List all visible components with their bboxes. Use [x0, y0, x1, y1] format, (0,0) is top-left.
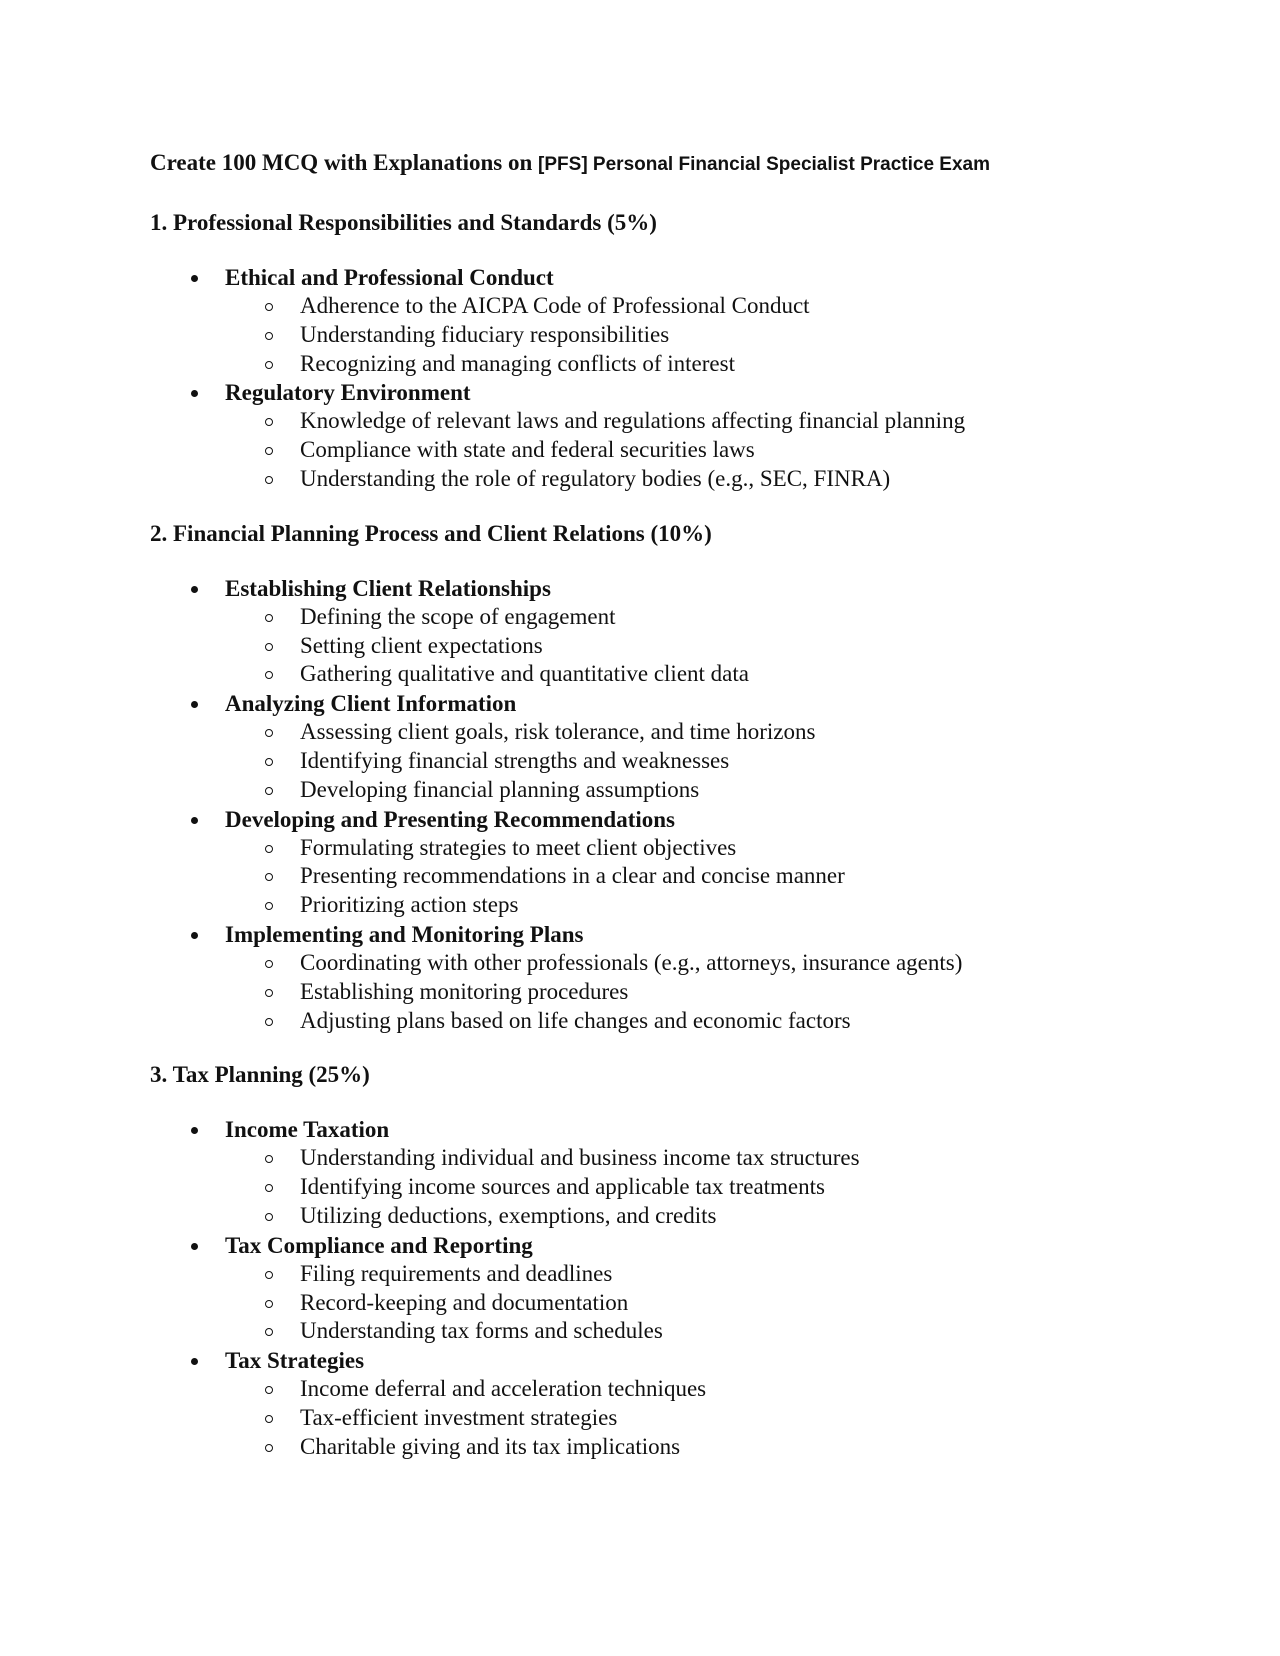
topic-item — [150, 1231, 1230, 1346]
subtopic-list — [225, 407, 1230, 493]
topic-label: Analyzing Client Information — [225, 691, 517, 717]
document-page — [150, 145, 1230, 1462]
subtopic-item — [225, 747, 1230, 776]
hollow-bullet-icon — [265, 361, 273, 369]
topic-list — [150, 574, 1230, 1036]
subtopic-item — [225, 1260, 1230, 1289]
subtopic-item — [225, 1317, 1230, 1346]
topic-label: Regulatory Environment — [225, 380, 471, 406]
subtopic-text: Gathering qualitative and quantitative client data — [300, 661, 749, 687]
topic-label: Developing and Presenting Recommendations — [225, 806, 675, 832]
subtopic-item — [225, 949, 1230, 978]
filled-bullet-icon — [191, 1127, 198, 1134]
hollow-bullet-icon — [265, 476, 273, 484]
subtopic-item — [225, 1375, 1230, 1404]
subtopic-item — [225, 321, 1230, 350]
hollow-bullet-icon — [265, 1213, 273, 1221]
hollow-bullet-icon — [265, 643, 273, 651]
subtopic-item — [225, 660, 1230, 689]
hollow-bullet-icon — [265, 1300, 273, 1308]
filled-bullet-icon — [191, 586, 198, 593]
hollow-bullet-icon — [265, 671, 273, 679]
subtopic-text: Utilizing deductions, exemptions, and credits — [300, 1202, 717, 1228]
hollow-bullet-icon — [265, 1184, 273, 1192]
hollow-bullet-icon — [265, 1018, 273, 1026]
topic-item — [150, 689, 1230, 804]
subtopic-text: Identifying income sources and applicable tax treatments — [300, 1174, 825, 1200]
hollow-bullet-icon — [265, 960, 273, 968]
filled-bullet-icon — [191, 1243, 198, 1250]
hollow-bullet-icon — [265, 1271, 273, 1279]
subtopic-item — [225, 1289, 1230, 1318]
topic-label: Tax Strategies — [225, 1348, 365, 1374]
document-title-serif: Create 100 MCQ with Explanations on — [150, 150, 539, 175]
subtopic-item — [225, 292, 1230, 321]
subtopic-list — [225, 834, 1230, 920]
subtopic-item — [225, 436, 1230, 465]
hollow-bullet-icon — [265, 873, 273, 881]
topic-label: Income Taxation — [225, 1117, 390, 1143]
topic-item — [150, 920, 1230, 1035]
topic-label: Implementing and Monitoring Plans — [225, 921, 584, 947]
section-3 — [150, 1057, 1230, 1461]
topic-label: Tax Compliance and Reporting — [225, 1232, 533, 1258]
hollow-bullet-icon — [265, 902, 273, 910]
subtopic-text: Identifying financial strengths and weaknesses — [300, 747, 730, 773]
subtopic-list — [225, 718, 1230, 804]
document-title — [150, 145, 1230, 183]
subtopic-item — [225, 632, 1230, 661]
subtopic-item — [225, 465, 1230, 494]
topic-label: Ethical and Professional Conduct — [225, 265, 554, 290]
subtopic-item — [225, 1202, 1230, 1231]
subtopic-item — [225, 407, 1230, 436]
hollow-bullet-icon — [265, 1328, 273, 1336]
subtopic-text: Defining the scope of engagement — [300, 603, 616, 629]
topic-item — [150, 1115, 1230, 1230]
subtopic-item — [225, 1404, 1230, 1433]
hollow-bullet-icon — [265, 1386, 273, 1394]
subtopic-text: Understanding fiduciary responsibilities — [300, 321, 670, 347]
topic-list — [150, 1115, 1230, 1461]
subtopic-text: Knowledge of relevant laws and regulations affecting financial planning — [300, 408, 966, 434]
subtopic-item — [225, 891, 1230, 920]
subtopic-item — [225, 1173, 1230, 1202]
subtopic-text: Compliance with state and federal securities laws — [300, 437, 755, 463]
topic-item — [150, 263, 1230, 378]
hollow-bullet-icon — [265, 447, 273, 455]
hollow-bullet-icon — [265, 332, 273, 340]
hollow-bullet-icon — [265, 1415, 273, 1423]
subtopic-list — [225, 292, 1230, 378]
topic-item — [150, 378, 1230, 493]
filled-bullet-icon — [191, 817, 198, 824]
topic-item — [150, 1346, 1230, 1461]
subtopic-text: Record-keeping and documentation — [300, 1289, 629, 1315]
sections-container — [150, 205, 1230, 1462]
subtopic-text: Tax-efficient investment strategies — [300, 1404, 618, 1430]
subtopic-item — [225, 776, 1230, 805]
topic-list — [150, 263, 1230, 494]
subtopic-text: Assessing client goals, risk tolerance, and time horizons — [300, 719, 816, 745]
document-title-exam-name: [PFS] Personal Financial Specialist Practice Exam — [538, 154, 991, 175]
filled-bullet-icon — [191, 701, 198, 708]
subtopic-list — [225, 949, 1230, 1035]
subtopic-text: Establishing monitoring procedures — [300, 978, 629, 1004]
subtopic-text: Coordinating with other professionals (e.g., attorneys, insurance agents) — [300, 949, 963, 975]
subtopic-text: Adjusting plans based on life changes and economic factors — [300, 1007, 851, 1033]
subtopic-item — [225, 1433, 1230, 1462]
hollow-bullet-icon — [265, 1444, 273, 1452]
subtopic-text: Understanding the role of regulatory bodies (e.g., SEC, FINRA) — [300, 465, 891, 491]
subtopic-item — [225, 718, 1230, 747]
filled-bullet-icon — [191, 275, 198, 282]
topic-item — [150, 805, 1230, 920]
topic-item — [150, 574, 1230, 689]
subtopic-text: Developing financial planning assumptions — [300, 776, 700, 802]
subtopic-list — [225, 1144, 1230, 1230]
hollow-bullet-icon — [265, 614, 273, 622]
filled-bullet-icon — [191, 390, 198, 397]
subtopic-text: Recognizing and managing conflicts of interest — [300, 350, 735, 376]
hollow-bullet-icon — [265, 729, 273, 737]
hollow-bullet-icon — [265, 758, 273, 766]
topic-label: Establishing Client Relationships — [225, 575, 551, 601]
subtopic-text: Prioritizing action steps — [300, 892, 519, 918]
hollow-bullet-icon — [265, 1155, 273, 1163]
hollow-bullet-icon — [265, 418, 273, 426]
subtopic-text: Setting client expectations — [300, 632, 543, 658]
section-heading: 2. Financial Planning Process and Client Relations (10%) — [150, 520, 712, 546]
subtopic-item — [225, 978, 1230, 1007]
subtopic-text: Adherence to the AICPA Code of Professional Conduct — [300, 293, 810, 318]
subtopic-text: Understanding individual and business income tax structures — [300, 1145, 860, 1171]
hollow-bullet-icon — [265, 989, 273, 997]
hollow-bullet-icon — [265, 845, 273, 853]
hollow-bullet-icon — [265, 787, 273, 795]
subtopic-item — [225, 350, 1230, 379]
section-2 — [150, 516, 1230, 1036]
subtopic-text: Charitable giving and its tax implications — [300, 1433, 681, 1459]
subtopic-text: Understanding tax forms and schedules — [300, 1318, 663, 1344]
subtopic-list — [225, 1260, 1230, 1346]
section-heading: 3. Tax Planning (25%) — [150, 1062, 370, 1088]
subtopic-item — [225, 834, 1230, 863]
subtopic-text: Formulating strategies to meet client objectives — [300, 834, 737, 860]
section-heading: 1. Professional Responsibilities and Standards (5%) — [150, 210, 657, 235]
subtopic-list — [225, 603, 1230, 689]
subtopic-item — [225, 603, 1230, 632]
subtopic-item — [225, 1007, 1230, 1036]
hollow-bullet-icon — [265, 303, 273, 311]
subtopic-item — [225, 862, 1230, 891]
subtopic-text: Filing requirements and deadlines — [300, 1260, 613, 1286]
subtopic-text: Presenting recommendations in a clear and concise manner — [300, 863, 845, 889]
subtopic-list — [225, 1375, 1230, 1461]
filled-bullet-icon — [191, 932, 198, 939]
subtopic-text: Income deferral and acceleration techniques — [300, 1376, 707, 1402]
subtopic-item — [225, 1144, 1230, 1173]
filled-bullet-icon — [191, 1358, 198, 1365]
section-1 — [150, 205, 1230, 494]
